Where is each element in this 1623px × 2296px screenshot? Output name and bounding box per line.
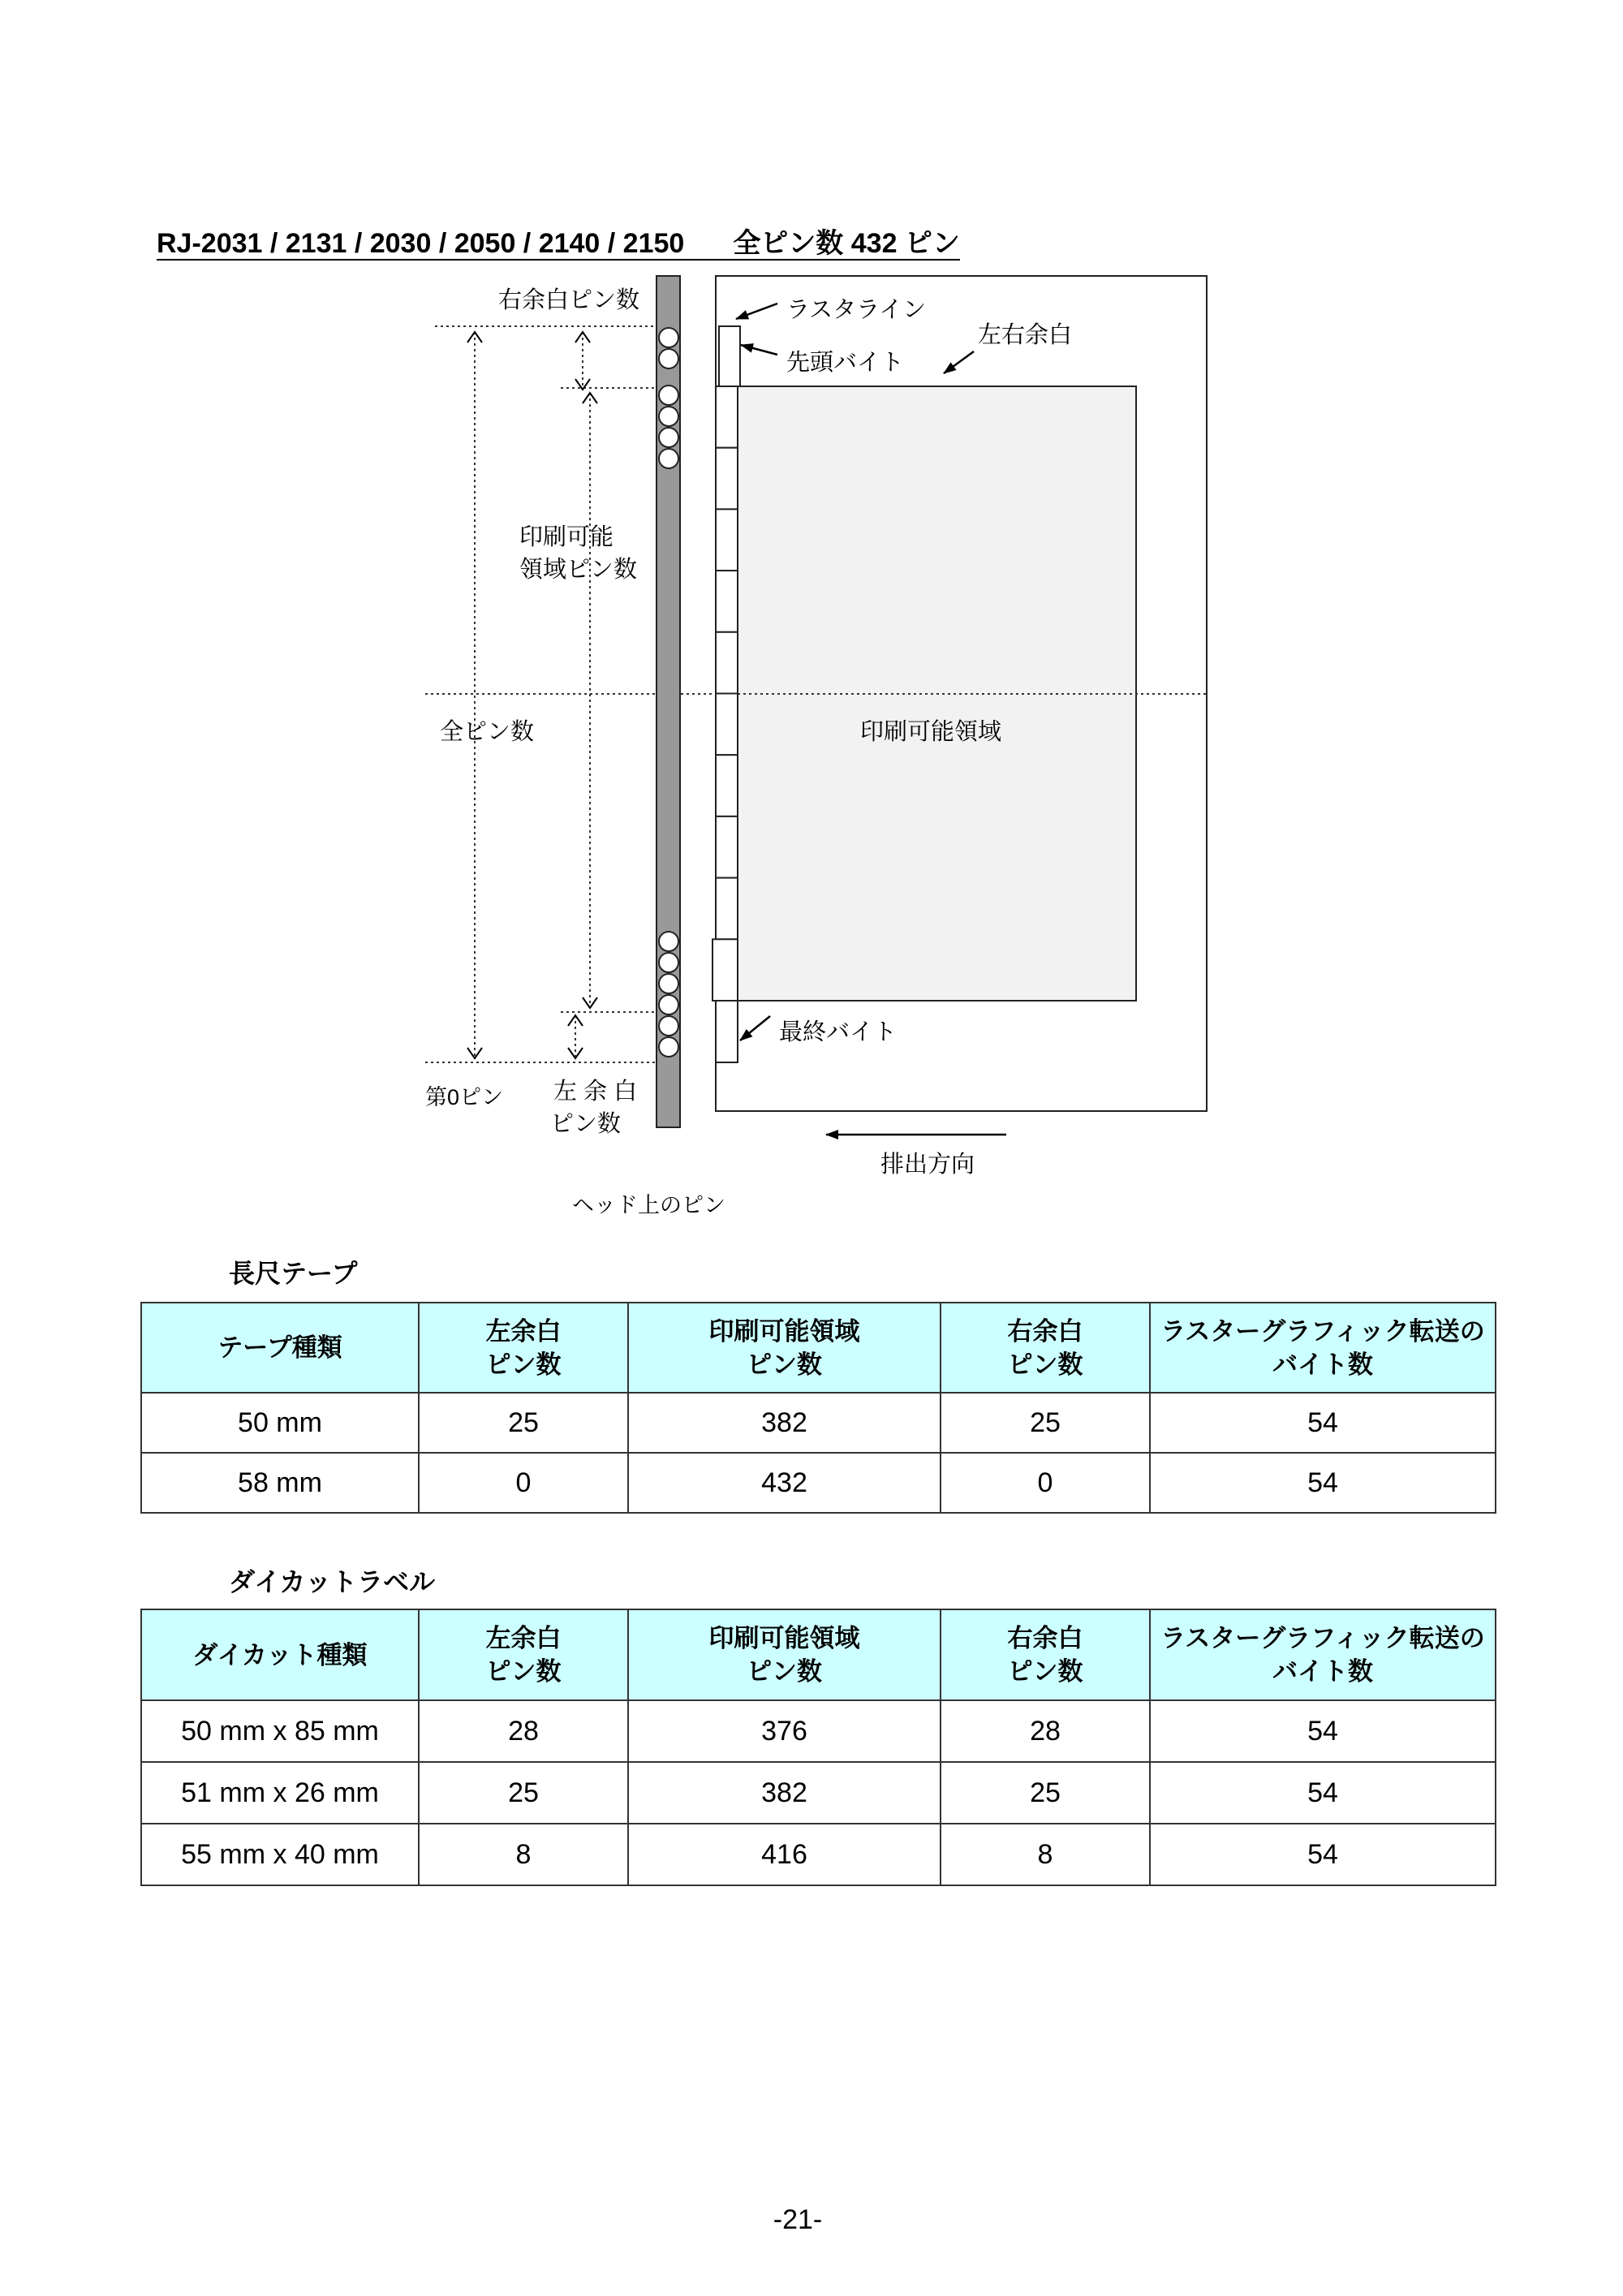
column-header-left-margin-pins bbox=[419, 1303, 628, 1393]
left-margin-pins-label-line1: 左 余 白 bbox=[553, 1079, 638, 1105]
table-row bbox=[141, 1824, 1496, 1885]
long-tape-table bbox=[140, 1302, 1496, 1514]
printable-pins-label-line1: 印刷可能 bbox=[519, 524, 614, 550]
column-header-line: ピン数 bbox=[747, 1350, 822, 1379]
column-header-line: テープ種類 bbox=[217, 1333, 342, 1362]
first-byte-label: 先頭バイト bbox=[786, 350, 905, 376]
byte-cell bbox=[716, 632, 738, 694]
head-pin bbox=[659, 1016, 678, 1036]
column-header-line: ピン数 bbox=[1007, 1350, 1083, 1379]
column-header-line: ラスターグラフィック転送の bbox=[1160, 1316, 1485, 1346]
left-right-margin-label: 左右余白 bbox=[978, 322, 1073, 348]
byte-cell bbox=[712, 939, 738, 1001]
byte-cell bbox=[716, 509, 738, 571]
table-header-row bbox=[141, 1303, 1496, 1393]
table-row bbox=[141, 1393, 1496, 1453]
column-header-die-cut-type bbox=[141, 1609, 419, 1700]
column-header-line: バイト数 bbox=[1272, 1350, 1373, 1379]
table-row bbox=[141, 1453, 1496, 1513]
cell-raster-bytes: 54 bbox=[1150, 1393, 1496, 1453]
left-margin-pins-label-line2: ピン数 bbox=[550, 1111, 622, 1137]
table-header-row bbox=[141, 1609, 1496, 1700]
column-header-raster-bytes bbox=[1150, 1303, 1496, 1393]
raster-line-label: ラスタライン bbox=[786, 297, 927, 323]
die-cut-heading: ダイカットラベル bbox=[229, 1567, 436, 1596]
byte-cell bbox=[716, 755, 738, 816]
byte-cell bbox=[716, 878, 738, 940]
column-header-right-margin-pins bbox=[941, 1609, 1150, 1700]
byte-cell bbox=[716, 816, 738, 878]
column-header-line: ピン数 bbox=[747, 1657, 822, 1686]
printable-pins-label-line2: 領域ピン数 bbox=[519, 557, 638, 583]
total-pins-label: 全ピン数 bbox=[440, 719, 535, 745]
head-pins-label: ヘッド上のピン bbox=[572, 1193, 725, 1217]
column-header-raster-bytes bbox=[1150, 1609, 1496, 1700]
cell-printable-pins: 382 bbox=[628, 1762, 941, 1824]
head-pin bbox=[659, 932, 678, 951]
cell-raster-bytes: 54 bbox=[1150, 1453, 1496, 1513]
cell-printable-pins: 416 bbox=[628, 1824, 941, 1885]
byte-cell-last bbox=[716, 1001, 738, 1062]
cell-right-margin-pins: 8 bbox=[941, 1824, 1150, 1885]
head-pin bbox=[659, 449, 678, 468]
total-pins-dimension bbox=[467, 332, 482, 1058]
cell-left-margin-pins: 0 bbox=[419, 1453, 628, 1513]
cell-left-margin-pins: 28 bbox=[419, 1700, 628, 1762]
head-pin bbox=[659, 974, 678, 993]
column-header-tape-type bbox=[141, 1303, 419, 1393]
cell-left-margin-pins: 25 bbox=[419, 1393, 628, 1453]
head-pin bbox=[659, 995, 678, 1014]
cell-printable-pins: 376 bbox=[628, 1700, 941, 1762]
column-header-right-margin-pins bbox=[941, 1303, 1150, 1393]
head-pin bbox=[659, 328, 678, 347]
column-header-line: 右余白 bbox=[1007, 1624, 1083, 1652]
cell-right-margin-pins: 25 bbox=[941, 1762, 1150, 1824]
last-byte-label: 最終バイト bbox=[779, 1019, 898, 1045]
right-margin-pins-label: 右余白ピン数 bbox=[498, 287, 640, 313]
byte-cell bbox=[716, 571, 738, 632]
head-pin bbox=[659, 349, 678, 368]
column-header-line: ピン数 bbox=[485, 1657, 562, 1686]
page-number: -21- bbox=[773, 2204, 823, 2235]
column-header-line: ダイカット種類 bbox=[192, 1640, 368, 1669]
cell-right-margin-pins: 25 bbox=[941, 1393, 1150, 1453]
cell-raster-bytes: 54 bbox=[1150, 1700, 1496, 1762]
column-header-printable-pins bbox=[628, 1303, 941, 1393]
cell-left-margin-pins: 8 bbox=[419, 1824, 628, 1885]
column-header-line: ピン数 bbox=[1007, 1657, 1083, 1686]
long-tape-heading: 長尺テープ bbox=[229, 1259, 358, 1288]
column-header-line: 左余白 bbox=[485, 1316, 562, 1346]
cell-printable-pins: 432 bbox=[628, 1453, 941, 1513]
column-header-printable-pins bbox=[628, 1609, 941, 1700]
table-row bbox=[141, 1762, 1496, 1824]
printable-area-label: 印刷可能領域 bbox=[860, 719, 1002, 745]
column-header-left-margin-pins bbox=[419, 1609, 628, 1700]
head-pin bbox=[659, 428, 678, 447]
cell-tape-type: 58 mm bbox=[141, 1453, 419, 1513]
feed-direction-label: 排出方向 bbox=[880, 1152, 975, 1178]
column-header-line: 左余白 bbox=[485, 1624, 562, 1652]
right-margin-dimension bbox=[575, 332, 590, 390]
byte-cell bbox=[716, 448, 738, 510]
cell-die-cut-type: 51 mm x 26 mm bbox=[141, 1762, 419, 1824]
pin-zero-label: 第0ピン bbox=[425, 1085, 504, 1109]
head-pin bbox=[659, 407, 678, 426]
byte-cell bbox=[716, 694, 738, 756]
cell-raster-bytes: 54 bbox=[1150, 1762, 1496, 1824]
byte-cell-first bbox=[719, 326, 740, 386]
cell-raster-bytes: 54 bbox=[1150, 1824, 1496, 1885]
byte-cell bbox=[716, 386, 738, 448]
cell-right-margin-pins: 0 bbox=[941, 1453, 1150, 1513]
head-pin bbox=[659, 1037, 678, 1057]
cell-left-margin-pins: 25 bbox=[419, 1762, 628, 1824]
cell-die-cut-type: 50 mm x 85 mm bbox=[141, 1700, 419, 1762]
cell-right-margin-pins: 28 bbox=[941, 1700, 1150, 1762]
left-margin-dimension bbox=[568, 1015, 583, 1058]
column-header-line: 印刷可能領域 bbox=[708, 1624, 860, 1652]
title-total-pins: 全ピン数 432 ピン bbox=[733, 228, 960, 259]
column-header-line: 印刷可能領域 bbox=[708, 1316, 860, 1346]
column-header-line: ピン数 bbox=[485, 1350, 562, 1379]
head-pin bbox=[659, 386, 678, 405]
column-header-line: ラスターグラフィック転送の bbox=[1160, 1624, 1485, 1652]
cell-printable-pins: 382 bbox=[628, 1393, 941, 1453]
title-models: RJ-2031 / 2131 / 2030 / 2050 / 2140 / 2150 bbox=[157, 228, 685, 259]
table-row bbox=[141, 1700, 1496, 1762]
column-header-line: 右余白 bbox=[1007, 1316, 1083, 1346]
head-pin bbox=[659, 953, 678, 972]
printable-pins-dimension bbox=[583, 393, 597, 1008]
column-header-line: バイト数 bbox=[1272, 1657, 1373, 1686]
cell-die-cut-type: 55 mm x 40 mm bbox=[141, 1824, 419, 1885]
die-cut-table bbox=[140, 1609, 1496, 1886]
cell-tape-type: 50 mm bbox=[141, 1393, 419, 1453]
